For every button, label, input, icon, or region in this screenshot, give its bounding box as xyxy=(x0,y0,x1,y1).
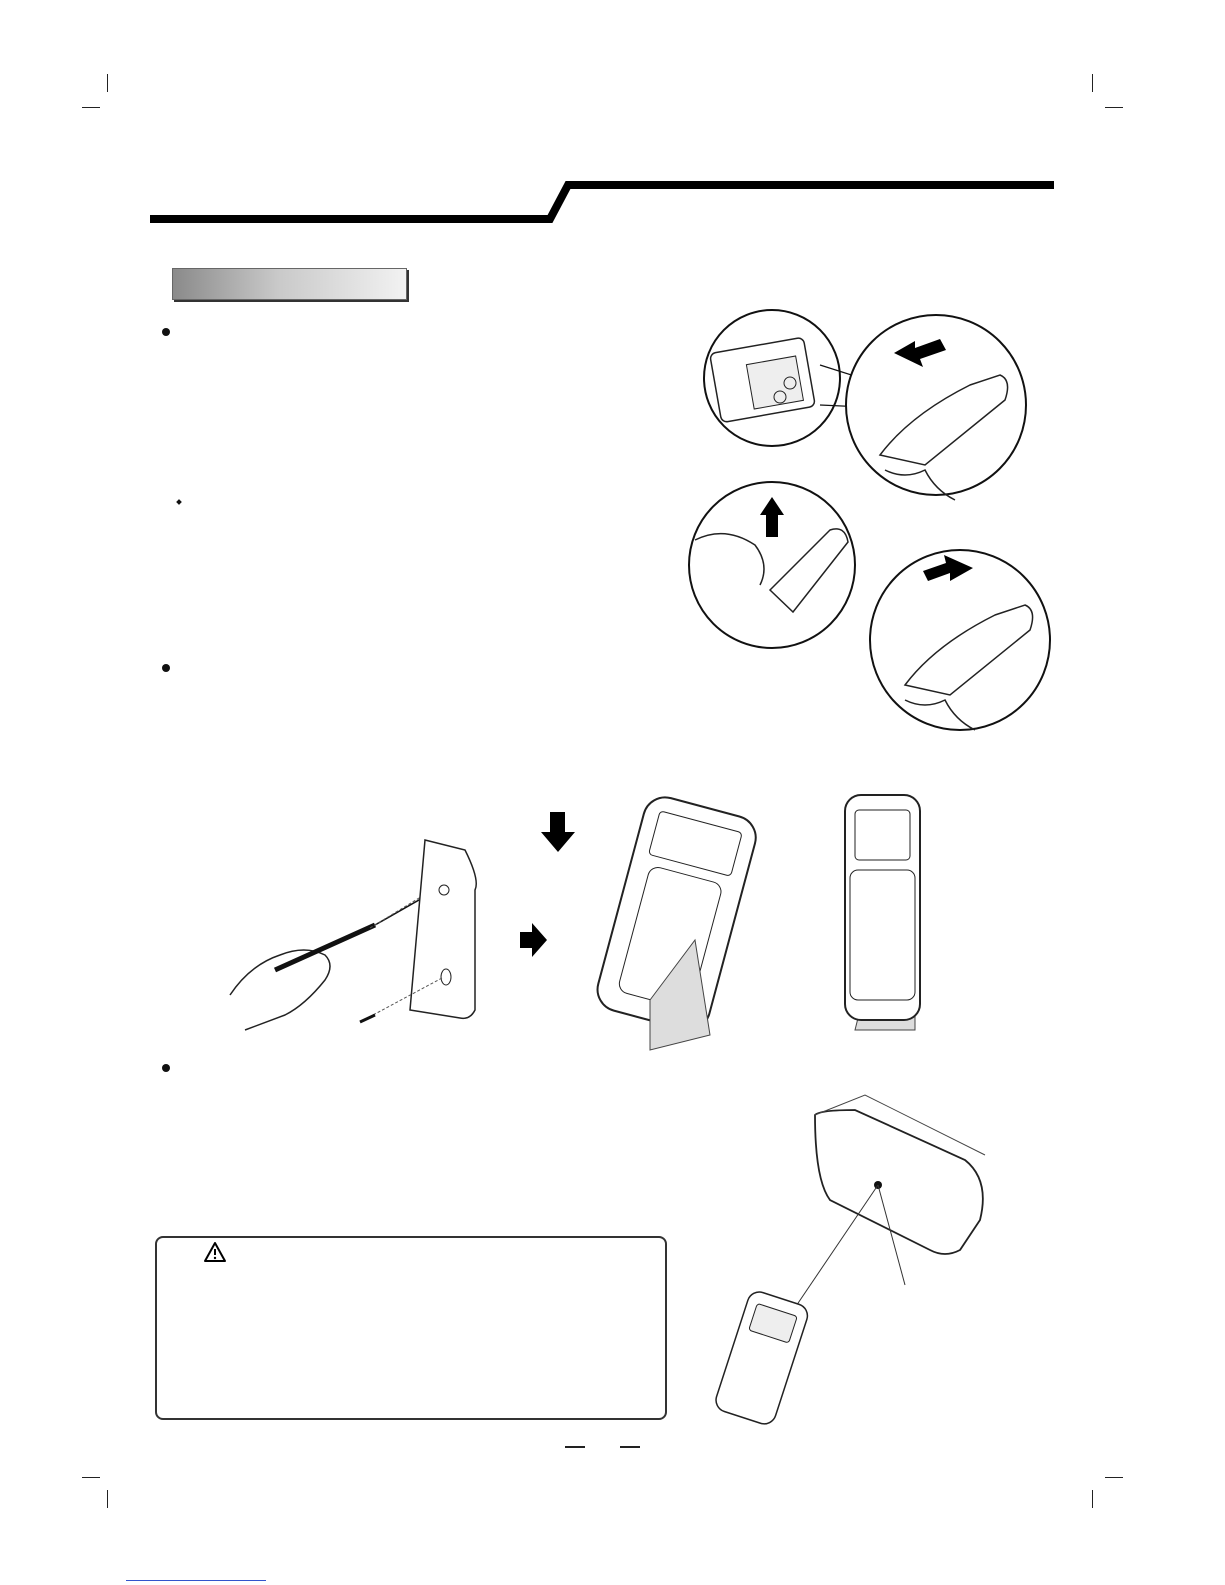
bullet-operation xyxy=(162,1064,170,1072)
indoor-unit xyxy=(815,1110,983,1254)
remote-holder-illustration xyxy=(220,780,940,1090)
slide-cover-on-step xyxy=(870,550,1050,730)
section-tab xyxy=(172,268,407,300)
warning-triangle-icon xyxy=(204,1242,226,1262)
bullet-battery xyxy=(162,328,170,336)
operation-illustration xyxy=(715,1085,1015,1425)
crop-mark-br-h xyxy=(1105,1477,1123,1478)
arrow-down-icon xyxy=(541,812,575,852)
caution-box xyxy=(155,1236,667,1420)
bullet-holder xyxy=(162,664,170,672)
battery-replacement-illustration xyxy=(680,305,1080,735)
footer-link-underline xyxy=(126,1580,266,1581)
crop-mark-br-v xyxy=(1092,1490,1093,1508)
crop-mark-bl-h xyxy=(82,1477,100,1478)
slide-cover-off-step xyxy=(846,315,1026,500)
holder-bracket xyxy=(410,840,476,1018)
sub-bullet-mark xyxy=(176,499,182,505)
page-number-dash-left xyxy=(565,1446,585,1448)
arrow-right-icon xyxy=(520,923,547,957)
insert-batteries-step xyxy=(689,482,855,648)
remote-controller xyxy=(713,1289,811,1427)
header-rule xyxy=(0,0,1225,240)
page-number-dash-right xyxy=(620,1446,640,1448)
remote-in-holder-upright xyxy=(845,795,920,1030)
crop-mark-bl-v xyxy=(107,1490,108,1508)
